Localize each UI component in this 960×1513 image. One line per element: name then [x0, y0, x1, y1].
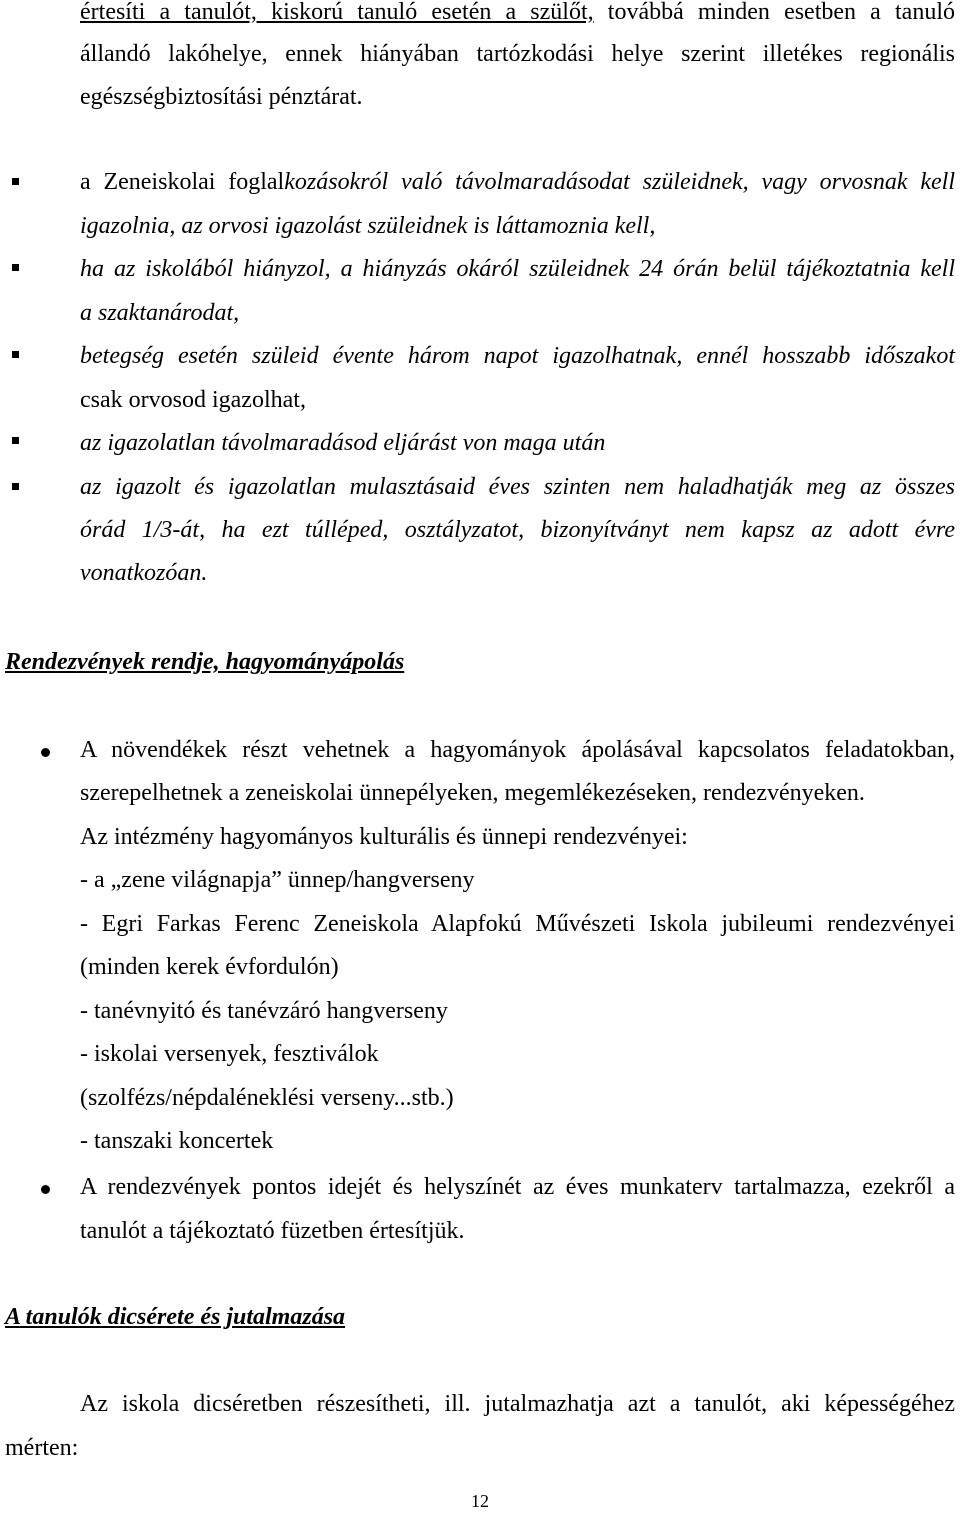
round-bullet-icon: [41, 1185, 50, 1194]
square-bullet-icon: [12, 351, 19, 358]
events-list-item-continuation: (minden kerek évfordulón): [80, 954, 339, 980]
rule-5-line-3: vonatkozóan.: [80, 560, 208, 586]
rule-4-line-1: az igazolatlan távolmaradásod eljárást von maga után: [80, 430, 606, 456]
rule-5-line-1: az igazolt és igazolatlan mulasztásaid éves szinten nem haladhatják meg az összes: [80, 474, 955, 500]
events-item-1-line-1: A növendékek részt vehetnek a hagyományok ápolásával kapcsolatos feladatokban,: [80, 737, 955, 763]
events-list-item: - a „zene világnapja” ünnep/hangverseny: [80, 867, 475, 893]
intro-text: továbbá minden esetben a tanuló: [593, 0, 955, 25]
events-list-item-continuation: (szolfézs/népdaléneklési verseny...stb.): [80, 1085, 454, 1111]
square-bullet-icon: [12, 437, 19, 444]
page-number: 12: [471, 1491, 489, 1511]
rule-1-line-2: igazolnia, az orvosi igazolást szüleidnek is láttamoznia kell,: [80, 213, 656, 239]
intro-line-1: [80, 0, 955, 26]
square-bullet-icon: [12, 178, 19, 185]
square-bullet-icon: [12, 264, 19, 271]
events-item-2-line-2: tanulót a tájékoztató füzetben értesítjük.: [80, 1218, 465, 1244]
events-list-item: - tanévnyitó és tanévzáró hangverseny: [80, 998, 448, 1024]
section-heading-praise: A tanulók dicsérete és jutalmazása: [5, 1304, 346, 1330]
events-list-item: - tanszaki koncertek: [80, 1128, 274, 1154]
events-list-item: - iskolai versenyek, fesztiválok: [80, 1041, 379, 1067]
praise-line-1: Az iskola dicséretben részesítheti, ill. jutalmazhatja azt a tanulót, aki képességéhez: [80, 1391, 955, 1417]
intro-line-2: állandó lakóhelye, ennek hiányában tartózkodási helye szerint illetékes regionális: [80, 41, 955, 67]
intro-underlined-text: értesíti a tanulót, kiskorú tanuló esetén a szülőt,: [80, 0, 594, 25]
rule-2-line-2: a szaktanárodat,: [80, 300, 240, 326]
round-bullet-icon: [41, 748, 50, 757]
rule-2-line-1: ha az iskolából hiányzol, a hiányzás okáról szüleidnek 24 órán belül tájékoztatnia kell: [80, 256, 955, 282]
rule-5-line-2: órád 1/3-át, ha ezt túlléped, osztályzatot, bizonyítványt nem kapsz az adott évre: [80, 517, 955, 543]
rule-1-italic-text: kozásokról való távolmaradásodat szüleidnek, vagy orvosnak kell: [284, 169, 956, 195]
rule-3-line-1: betegség esetén szüleid évente három napot igazolhatnak, ennél hosszabb időszakot: [80, 343, 955, 369]
square-bullet-icon: [12, 483, 19, 490]
events-item-1-line-3: Az intézmény hagyományos kulturális és ünnepi rendezvényei:: [80, 824, 688, 850]
events-item-2-line-1: A rendezvények pontos idejét és helyszínét az éves munkaterv tartalmazza, ezekről a: [80, 1174, 955, 1200]
events-item-1-line-2: szerepelhetnek a zeneiskolai ünnepélyeken, megemlékezéseken, rendezvényeken.: [80, 780, 865, 806]
rule-1-line-1: [80, 168, 955, 196]
events-list-item: - Egri Farkas Ferenc Zeneiskola Alapfokú Művészeti Iskola jubileumi rendezvényei: [80, 911, 955, 937]
section-heading-events: Rendezvények rendje, hagyományápolás: [5, 649, 405, 675]
rule-3-line-2: csak orvosod igazolhat,: [80, 387, 306, 413]
rule-1-upright-text: a Zeneiskolai foglal: [80, 169, 285, 195]
intro-line-3: egészségbiztosítási pénztárat.: [80, 84, 363, 110]
praise-line-2: mérten:: [5, 1435, 79, 1461]
